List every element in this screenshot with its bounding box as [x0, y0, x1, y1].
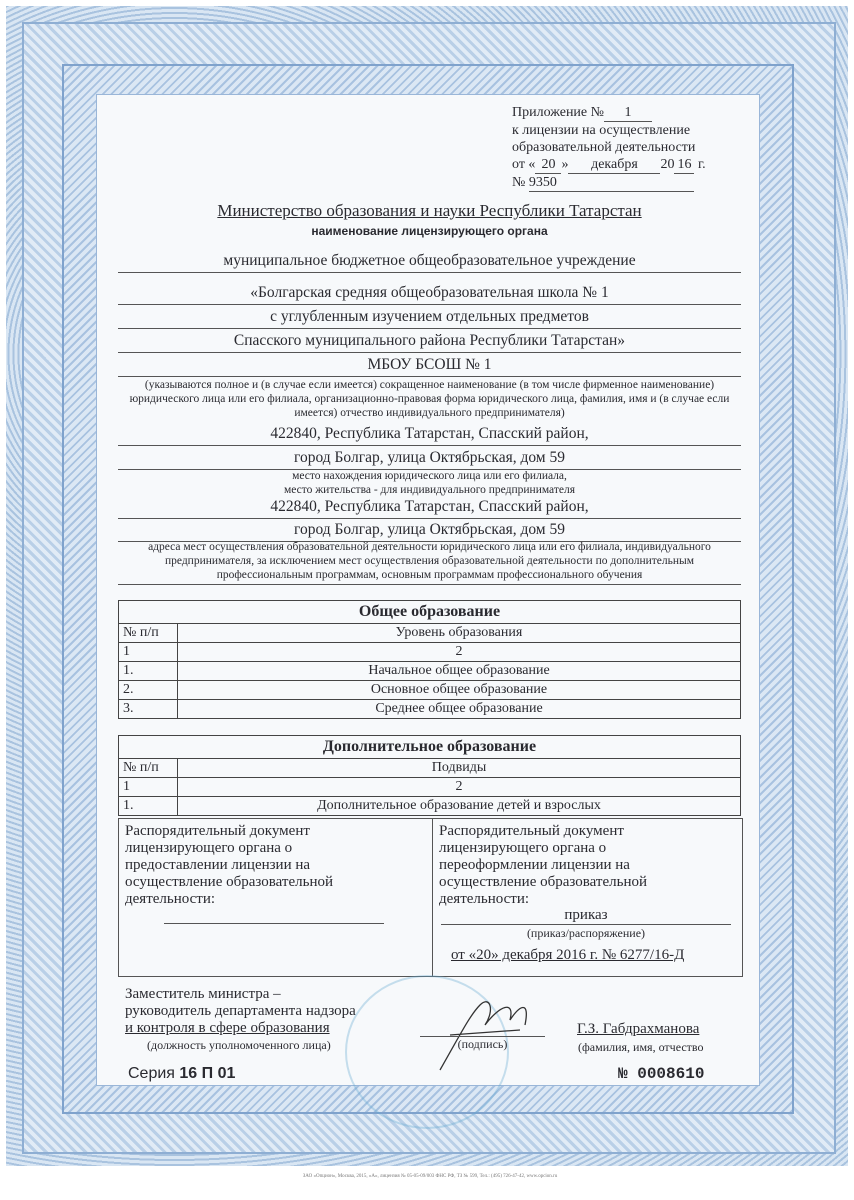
authority-caption: наименование лицензирующего органа — [311, 224, 548, 238]
date-mid: » — [561, 157, 569, 172]
row-number: 1. — [119, 797, 178, 816]
order-reissue-text: Распорядительный документ лицензирующего органа о переоформлении лицензии на осуществление образовательной деятельности: — [439, 823, 647, 907]
row-number: 3. — [119, 700, 178, 719]
form-number — [618, 1065, 704, 1083]
series-label: Серия — [128, 1065, 175, 1082]
row-number: 1. — [119, 662, 178, 681]
order-grant-blank — [164, 923, 384, 924]
order-grant-text: Распорядительный документ лицензирующего органа о предоставлении лицензии на осуществление образовательной деятельности: — [125, 823, 333, 907]
signatory-name: Г.З. Габдрахманова — [577, 1021, 700, 1037]
header-cell: Подвиды — [178, 759, 741, 778]
appendix-line: образовательной деятельности — [512, 140, 696, 155]
handwritten-signature — [420, 985, 540, 1075]
table-title: Дополнительное образование — [119, 736, 741, 759]
index-cell: 1 — [119, 778, 178, 797]
form-number-label: № — [618, 1065, 628, 1083]
year-suffix: 16 — [674, 156, 694, 174]
header-cell: Уровень образования — [178, 624, 741, 643]
printer-imprint: ЗАО «Опцион», Москва, 2015, «А», лицензия № 05-05-09/003 ФНС РФ, ТЗ № 599, Тел.: (495) 726-47-42, www.opcion.ru — [302, 1174, 558, 1179]
location-line: 422840, Республика Татарстан, Спасский район, — [118, 423, 741, 446]
header-cell: № п/п — [119, 759, 178, 778]
order-type-caption: (приказ/распоряжение) — [526, 926, 646, 940]
signatory-position — [125, 986, 356, 1054]
row-level: Начальное общее образование — [178, 662, 741, 681]
org-caption: (указываются полное и (в случае если имеется) сокращенное наименование (в том числе фирменное наименование) юридического лица или его филиала, организационно-правовая форма юридического лица, фамилия, имя и (в случае если имеется) отчество индивидуального предпринимателя) — [129, 379, 730, 419]
org-line: «Болгарская средняя общеобразовательная школа № 1 — [118, 282, 741, 305]
row-subtype: Дополнительное образование детей и взрослых — [178, 797, 741, 816]
org-line: с углубленным изучением отдельных предметов — [118, 306, 741, 329]
appendix-line: к лицензии на осуществление — [512, 123, 691, 138]
table-row — [119, 700, 741, 719]
row-level: Среднее общее образование — [178, 700, 741, 719]
location-caption: место нахождения юридического лица или его филиала, — [292, 470, 567, 482]
general-education-table — [118, 600, 741, 719]
index-cell: 2 — [178, 778, 741, 797]
org-line: Спасского муниципального района Республики Татарстан» — [118, 330, 741, 353]
order-reference: от «20» декабря 2016 г. № 6277/16-Д — [451, 947, 685, 963]
date-day: 20 — [535, 156, 561, 174]
position-line: Заместитель министра – — [125, 986, 281, 1002]
order-type: приказ — [441, 907, 731, 925]
table-row — [119, 681, 741, 700]
row-level: Основное общее образование — [178, 681, 741, 700]
header-cell: № п/п — [119, 624, 178, 643]
series-value: 16 П 01 — [179, 1065, 236, 1082]
activity-address-line: 422840, Республика Татарстан, Спасский район, — [118, 496, 741, 519]
org-line: муниципальное бюджетное общеобразовательное учреждение — [118, 250, 741, 273]
appendix-number: 1 — [604, 104, 652, 122]
index-cell: 1 — [119, 643, 178, 662]
additional-education-table — [118, 735, 741, 816]
orders-box — [118, 818, 743, 977]
org-short-name: МБОУ БСОШ № 1 — [118, 354, 741, 377]
index-cell: 2 — [178, 643, 741, 662]
form-number-value: 0008610 — [637, 1065, 705, 1083]
date-month: декабря — [568, 156, 660, 174]
appendix-label: Приложение № — [512, 105, 604, 120]
position-line: руководитель департамента надзора — [125, 1003, 356, 1019]
position-caption: (должность уполномоченного лица) — [147, 1038, 331, 1052]
appendix-block — [512, 104, 706, 192]
row-number: 2. — [119, 681, 178, 700]
year-end: г. — [697, 157, 706, 172]
position-line: и контроля в сфере образования — [125, 1020, 330, 1036]
location-line: город Болгар, улица Октябрьская, дом 59 — [118, 447, 741, 470]
signatory-name-caption: (фамилия, имя, отчество — [578, 1040, 704, 1054]
table-title: Общее образование — [119, 601, 741, 624]
divider — [432, 819, 433, 976]
signature-caption: (подпись) — [420, 1036, 545, 1052]
location-caption: место жительства - для индивидуального предпринимателя — [283, 484, 576, 496]
authority-name: Министерство образования и науки Республики Татарстан — [217, 201, 642, 220]
series — [128, 1065, 235, 1083]
table-row — [119, 662, 741, 681]
activity-address-caption: адреса мест осуществления образовательной деятельности юридического лица или его филиала, индивидуального предпринимателя, за исключением мест осуществления образовательной деятельности по дополнительным профессиональным программам, основным программам профессионального обучения — [118, 540, 741, 585]
date-prefix: от « — [512, 157, 536, 172]
year-prefix: 20 — [660, 157, 675, 172]
num-label: № — [512, 175, 526, 190]
activity-address-line: город Болгар, улица Октябрьская, дом 59 — [118, 519, 741, 542]
license-number: 9350 — [529, 174, 694, 192]
table-row — [119, 797, 741, 816]
